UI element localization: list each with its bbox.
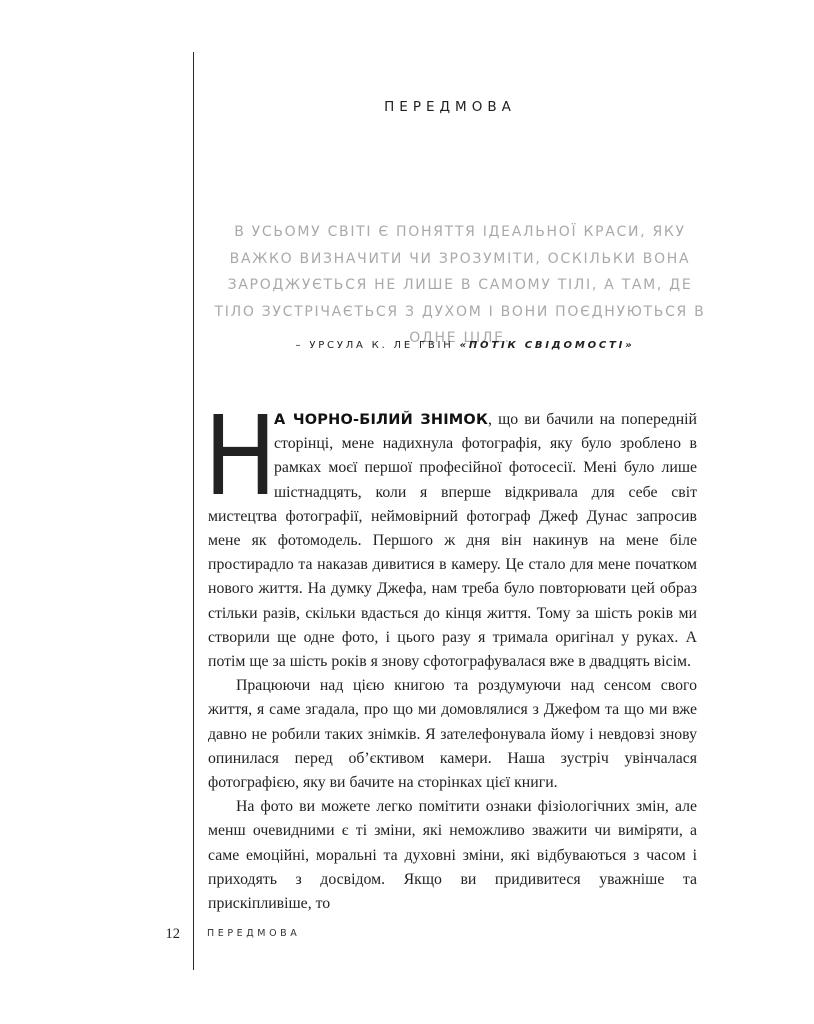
- lead-in: А ЧОРНО-БІЛИЙ ЗНІМОК: [274, 412, 489, 428]
- paragraph-3: На фото ви можете легко помітити ознаки фізіологічних змін, але менш очевидними є ті зміни, які неможливо зважити чи виміряти, а саме емоційні, моральні та духовні зміни, які відбуваються з часом і приходять з досвідом. Якщо ви придивитеся уважніше та прискіпливіше, то: [208, 798, 697, 913]
- page-number: 12: [165, 926, 180, 942]
- attribution-author: – УРСУЛА К. ЛЕ ГВІН: [295, 340, 454, 351]
- epigraph-attribution: [210, 340, 720, 351]
- paragraph-1: [204, 392, 698, 674]
- paragraph-1-text: , що ви бачили на попередній сторінці, мене надихнула фотографія, яку було зроблено в рамках моєї першої професійної фотосесії. Мені було лише шістнадцять, коли я вперше відкривала для себе світ мистецтва фотографії, неймовірний фотограф Джеф Дунас запросив мене як фотомодель. Першого ж дня він накинув на мене біле простирадло та наказав дивитися в камеру. Це стало для мене початком нового життя. На думку Джефа, нам треба було повторювати цей образ стільки разів, скільки вдасться до кінця життя. Тому за шість років ми створили ще одне фото, і цього разу я тримала оригінал у руках. А потім ще за шість років я знову сфотографувалася вже в двадцять вісім.: [208, 411, 698, 671]
- drop-cap: Н: [204, 392, 277, 520]
- running-head: ПЕРЕДМОВА: [207, 928, 301, 939]
- paragraph-2: Працюючи над цією книгою та роздумуючи над сенсом свого життя, я саме згадала, про що ми домовлялися з Джефом та що ми вже давно не робили таких знімків. Я зателефонувала йому і невдовзі знову опинилася перед об’єктивом камери. Наша зустріч увінчалася фотографією, яку ви бачите на сторінках цієї книги.: [208, 677, 697, 792]
- body-text: [204, 392, 698, 916]
- attribution-work-title: «ПОТІК СВІДОМОСТІ»: [459, 340, 635, 351]
- vertical-rule: [193, 52, 194, 970]
- epigraph-quote: В УСЬОМУ СВІТІ Є ПОНЯТТЯ ІДЕАЛЬНОЇ КРАСИ, ЯКУ ВАЖКО ВИЗНАЧИТИ ЧИ ЗРОЗУМІТИ, ОСКІЛЬКИ ВОНА ЗАРОДЖУЄТЬСЯ НЕ ЛИШЕ В САМОМУ ТІЛІ, А ТАМ, ДЕ ТІЛО ЗУСТРІЧАЄТЬСЯ З ДУХОМ І ВОНИ ПОЄДНУЮТЬСЯ В ОДНЕ ЦІЛЕ.: [214, 224, 706, 346]
- chapter-heading: ПЕРЕДМОВА: [384, 99, 516, 115]
